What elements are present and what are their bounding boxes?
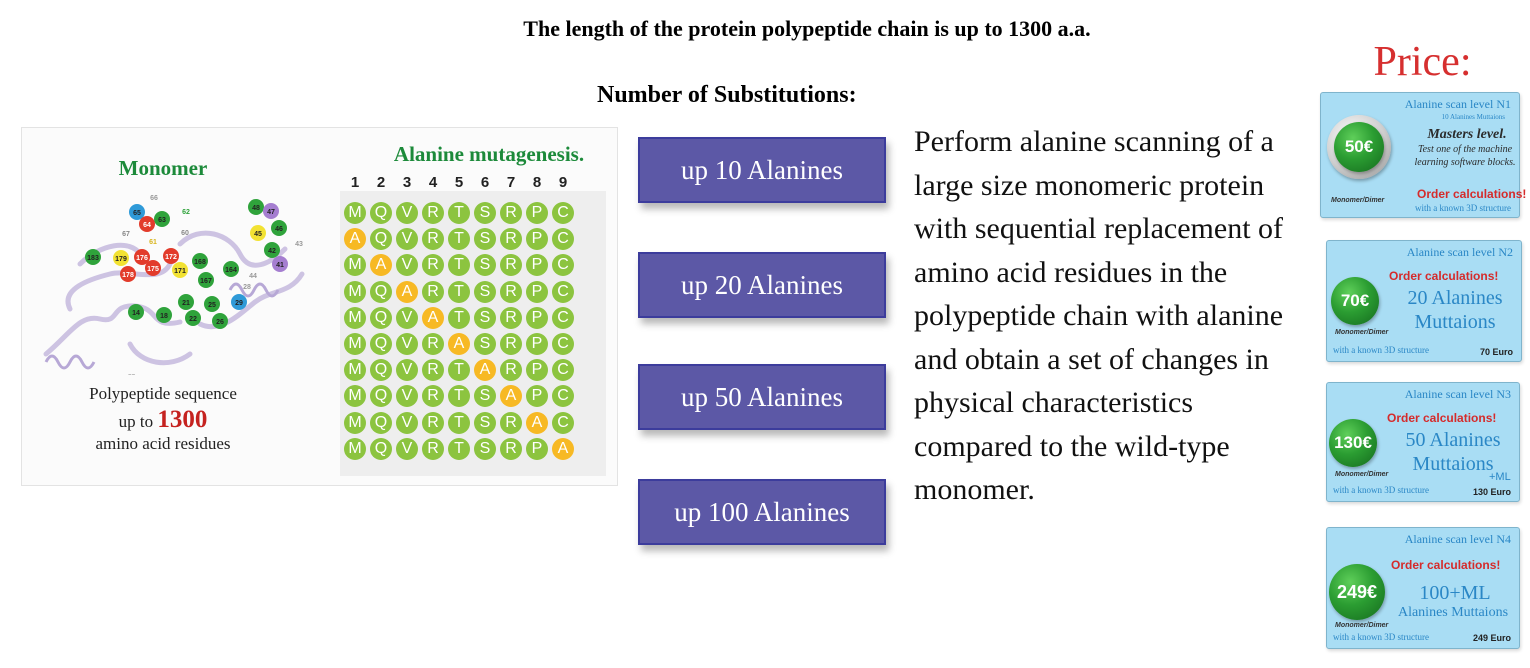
residue-cell: C [552, 228, 574, 250]
residue-cell: R [422, 385, 444, 407]
card-offer-line2: Muttaions [1412, 453, 1494, 475]
option-up-50-alanines-button[interactable]: up 50 Alanines [638, 364, 886, 430]
residue-label: 66 [150, 195, 158, 202]
residue-label: 176 [136, 255, 148, 262]
card-known-structure: with a known 3D structure [1333, 485, 1429, 495]
residue-label: 61 [149, 239, 157, 246]
sequence-caption-line3: amino acid residues [95, 434, 231, 453]
residue-cell: C [552, 359, 574, 381]
residue-cell: S [474, 385, 496, 407]
card-offer-line2: Alanines Muttaions [1397, 605, 1509, 620]
position-number: 3 [402, 174, 412, 191]
alanine-residue: A [474, 359, 496, 381]
alanine-residue: A [370, 254, 392, 276]
alanine-residue: A [422, 307, 444, 329]
residue-label: 47 [267, 209, 275, 216]
alanine-residue: A [500, 385, 522, 407]
alanine-residue: A [344, 228, 366, 250]
residue-cell: Q [370, 281, 392, 303]
residue-cell: V [396, 412, 418, 434]
card-level-title: Alanine scan level N4 [1404, 532, 1511, 546]
card-known-structure: with a known 3D structure [1333, 345, 1429, 355]
residue-label: 45 [254, 231, 262, 238]
residue-label: 46 [275, 226, 283, 233]
residue-label: 175 [147, 266, 159, 273]
page-title: The length of the protein polypeptide chain is up to 1300 a.a. [523, 16, 1091, 41]
residue-cell: S [474, 281, 496, 303]
residue-cell: Q [370, 307, 392, 329]
residue-cell: S [474, 412, 496, 434]
residue-label: 41 [276, 262, 284, 269]
residue-cell: Q [370, 438, 392, 460]
price-coin: 249€ [1329, 564, 1385, 620]
position-number: 6 [480, 174, 490, 191]
residue-cell: C [552, 254, 574, 276]
residue-cell: V [396, 307, 418, 329]
residue-cell: P [526, 333, 548, 355]
residue-label: 67 [122, 231, 130, 238]
card-known-structure: with a known 3D structure [1415, 203, 1511, 213]
residue-cell: M [344, 254, 366, 276]
residue-cell: M [344, 202, 366, 224]
residue-cell: R [500, 202, 522, 224]
position-number: 5 [454, 174, 464, 191]
card-offer-line2: Muttaions [1414, 311, 1496, 333]
card-known-structure: with a known 3D structure [1333, 632, 1429, 642]
residue-label: 164 [225, 267, 237, 274]
price-card-level-2[interactable] [1326, 240, 1522, 362]
residue-cell: R [422, 202, 444, 224]
card-price-euro: 130 Euro [1472, 487, 1511, 497]
card-price-euro: 70 Euro [1479, 347, 1513, 357]
card-masters-heading: Masters level. [1427, 127, 1507, 142]
residue-cell: M [344, 281, 366, 303]
card-monomer-label: Monomer/Dimer [1335, 471, 1389, 478]
residue-cell: P [526, 307, 548, 329]
residue-cell: R [422, 333, 444, 355]
residue-cell: R [422, 228, 444, 250]
residue-label: 60 [181, 230, 189, 237]
price-coin: 130€ [1329, 419, 1377, 467]
residue-cell: V [396, 359, 418, 381]
residue-cell: P [526, 438, 548, 460]
residue-cell: T [448, 228, 470, 250]
residue-cell: C [552, 333, 574, 355]
residue-label: 48 [252, 205, 260, 212]
residue-cell: R [500, 228, 522, 250]
card-monomer-label: Monomer/Dimer [1335, 329, 1389, 336]
residue-cell: R [422, 359, 444, 381]
residue-cell: R [422, 281, 444, 303]
card-monomer-label: Monomer/Dimer [1331, 197, 1385, 204]
residue-cell: C [552, 202, 574, 224]
alanine-residue: A [552, 438, 574, 460]
residue-cell: S [474, 202, 496, 224]
residue-cell: P [526, 254, 548, 276]
order-calculations-link[interactable]: Order calculations! [1389, 269, 1499, 283]
residue-label: 178 [122, 272, 134, 279]
residue-cell: M [344, 359, 366, 381]
residue-cell: R [500, 412, 522, 434]
residue-label: 14 [132, 310, 140, 317]
sequence-prefix: up to [118, 412, 158, 431]
alanine-residue: A [448, 333, 470, 355]
residue-label: 167 [200, 278, 212, 285]
residue-label: 183 [87, 255, 99, 262]
service-description: Perform alanine scanning of a large size monomeric protein with sequential replacement of amino acid residues in the polypeptide chain with alanine and obtain a set of changes in physical characteristics compared to the wild-type monomer. [914, 125, 1284, 506]
residue-cell: M [344, 412, 366, 434]
substitutions-heading: Number of Substitutions: [597, 82, 857, 108]
price-coin: 70€ [1331, 277, 1379, 325]
residue-cell: C [552, 412, 574, 434]
residue-cell: C [552, 307, 574, 329]
residue-cell: V [396, 228, 418, 250]
residue-cell: T [448, 307, 470, 329]
residue-cell: T [448, 412, 470, 434]
residue-cell: P [526, 359, 548, 381]
card-masters-text: Test one of the machine learning software blocks. [1414, 144, 1516, 168]
residue-cell: T [448, 385, 470, 407]
price-title: Price: [1373, 39, 1472, 85]
residue-label: 42 [268, 248, 276, 255]
price-card-level-1[interactable] [1320, 92, 1527, 218]
price-card-level-3[interactable] [1326, 382, 1520, 502]
sequence-caption-line1: Polypeptide sequence [89, 384, 237, 403]
residue-cell: S [474, 333, 496, 355]
residue-label: 172 [165, 254, 177, 261]
residue-label: 21 [182, 300, 190, 307]
residue-cell: S [474, 228, 496, 250]
card-offer-line1: 100+ML [1419, 582, 1491, 604]
card-ml-badge: +ML [1489, 471, 1511, 483]
card-mutations-note: 10 Alanines Muttaions [1441, 113, 1505, 121]
residue-label: 62 [182, 209, 190, 216]
residue-cell: T [448, 281, 470, 303]
residue-cell: V [396, 385, 418, 407]
residue-cell: P [526, 228, 548, 250]
residue-cell: C [552, 281, 574, 303]
residue-cell: M [344, 438, 366, 460]
position-number: 4 [428, 174, 438, 191]
mutagenesis-grid [22, 128, 617, 485]
residue-label: 179 [115, 256, 127, 263]
order-calculations-link[interactable]: Order calculations! [1417, 187, 1527, 201]
residue-label: 168 [194, 259, 206, 266]
residue-label: 171 [174, 268, 186, 275]
price-card-level-4[interactable] [1326, 527, 1520, 649]
residue-cell: M [344, 333, 366, 355]
residue-cell: T [448, 202, 470, 224]
option-up-100-alanines-button[interactable]: up 100 Alanines [638, 479, 886, 545]
sequence-length-value: 1300 [157, 406, 208, 433]
residue-cell: R [500, 254, 522, 276]
residue-cell: R [422, 412, 444, 434]
position-number: 7 [506, 174, 516, 191]
alanine-residue: A [396, 281, 418, 303]
residue-cell: R [422, 438, 444, 460]
position-number: 2 [376, 174, 386, 191]
residue-cell: V [396, 202, 418, 224]
alanine-mutagenesis-title: Alanine mutagenesis. [393, 142, 585, 166]
option-up-20-alanines-button[interactable]: up 20 Alanines [638, 252, 886, 318]
residue-label: 63 [158, 217, 166, 224]
card-price-euro: 249 Euro [1472, 633, 1511, 643]
dash-marker: -- [128, 368, 136, 380]
residue-cell: Q [370, 359, 392, 381]
residue-label: 26 [216, 319, 224, 326]
residue-cell: R [422, 254, 444, 276]
residue-cell: R [500, 438, 522, 460]
residue-cell: C [552, 385, 574, 407]
residue-cell: M [344, 385, 366, 407]
residue-cell: T [448, 254, 470, 276]
residue-cell: V [396, 438, 418, 460]
residue-cell: S [474, 307, 496, 329]
residue-cell: V [396, 254, 418, 276]
residue-cell: T [448, 359, 470, 381]
residue-cell: Q [370, 202, 392, 224]
residue-cell: P [526, 385, 548, 407]
residue-cell: R [500, 281, 522, 303]
residue-label: 25 [208, 302, 216, 309]
residue-cell: Q [370, 412, 392, 434]
order-calculations-link[interactable]: Order calculations! [1387, 411, 1497, 425]
order-calculations-link[interactable]: Order calculations! [1391, 558, 1501, 572]
residue-label: 29 [235, 300, 243, 307]
residue-cell: R [500, 307, 522, 329]
alanine-scanning-figure [21, 127, 618, 486]
residue-cell: P [526, 202, 548, 224]
residue-cell: Q [370, 333, 392, 355]
residue-cell: P [526, 281, 548, 303]
card-level-title: Alanine scan level N2 [1406, 245, 1513, 259]
position-number: 9 [558, 174, 568, 191]
residue-cell: V [396, 333, 418, 355]
card-offer-line1: 20 Alanines [1407, 287, 1503, 309]
residue-label: 65 [133, 210, 141, 217]
residue-label: 18 [160, 313, 168, 320]
residue-cell: R [500, 333, 522, 355]
residue-label: 64 [143, 222, 151, 229]
residue-label: 22 [189, 316, 197, 323]
residue-cell: Q [370, 385, 392, 407]
card-level-title: Alanine scan level N1 [1404, 97, 1511, 111]
option-up-10-alanines-button[interactable]: up 10 Alanines [638, 137, 886, 203]
card-offer-line1: 50 Alanines [1405, 429, 1501, 451]
residue-label: 28 [243, 284, 251, 291]
residue-cell: R [500, 359, 522, 381]
residue-cell: T [448, 438, 470, 460]
monomer-title: Monomer [118, 156, 208, 180]
price-coin: 50€ [1334, 122, 1384, 172]
residue-label: 43 [295, 241, 303, 248]
position-number: 1 [350, 174, 360, 191]
position-number: 8 [532, 174, 542, 191]
residue-cell: M [344, 307, 366, 329]
residue-cell: S [474, 438, 496, 460]
card-monomer-label: Monomer/Dimer [1335, 622, 1389, 629]
residue-label: 44 [249, 273, 257, 280]
card-level-title: Alanine scan level N3 [1404, 387, 1511, 401]
residue-cell: S [474, 254, 496, 276]
alanine-residue: A [526, 412, 548, 434]
residue-cell: Q [370, 228, 392, 250]
